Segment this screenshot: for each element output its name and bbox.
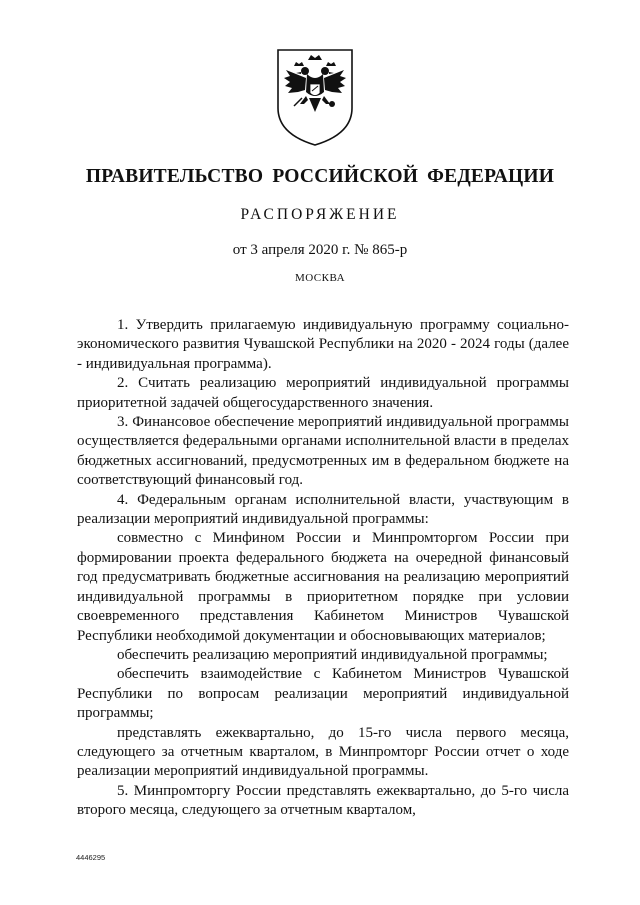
document-type: РАСПОРЯЖЕНИЕ	[240, 206, 400, 223]
russian-coat-of-arms-icon	[272, 46, 358, 148]
paragraph-4-item-4: представлять ежеквартально, до 15-го числа первого месяца, следующего за отчетным кварталом, в Минпромторг России отчет о ходе реализации мероприятий индивидуальной программы.	[77, 724, 569, 780]
government-title: ПРАВИТЕЛЬСТВО РОССИЙСКОЙ ФЕДЕРАЦИИ	[85, 166, 555, 187]
document-place: МОСКВА	[294, 272, 346, 284]
paragraph-3: 3. Финансовое обеспечение мероприятий индивидуальной программы осуществляется федеральными органами исполнительной власти в пределах бюджетных ассигнований, предусмотренных им в федеральном бюджете на соответствующий финансовый год.	[77, 414, 569, 489]
document-body	[77, 316, 569, 821]
paragraph-2: 2. Считать реализацию мероприятий индивидуальной программы приоритетной задачей общегосударственного значения.	[77, 375, 569, 411]
document-code: 4446295	[76, 853, 106, 862]
paragraph-1: 1. Утвердить прилагаемую индивидуальную программу социально-экономического развития Чувашской Республики на 2020 - 2024 годы (далее - индивидуальная программа).	[77, 317, 569, 372]
paragraph-4-item-3: обеспечить взаимодействие с Кабинетом Министров Чувашской Республики по вопросам реализации мероприятий индивидуальной программы;	[77, 666, 569, 722]
paragraph-4-item-2: обеспечить реализацию мероприятий индивидуальной программы;	[117, 646, 548, 663]
paragraph-4-item-1: совместно с Минфином России и Минпромторгом России при формировании проекта федерального бюджета на очередной финансовый год предусматривать бюджетные ассигнования на реализацию мероприятий индивидуальной программы в приоритетном порядке при условии своевременного представления Кабинетом Министров Чувашской Республики необходимой документации и обосновывающих материалов;	[77, 530, 569, 644]
document-date-number: от 3 апреля 2020 г. № 865-р	[232, 242, 408, 258]
paragraph-5: 5. Минпромторгу России представлять ежеквартально, до 5-го числа второго месяца, следующего за отчетным кварталом,	[77, 782, 569, 819]
paragraph-4: 4. Федеральным органам исполнительной власти, участвующим в реализации мероприятий индивидуальной программы:	[77, 491, 569, 528]
